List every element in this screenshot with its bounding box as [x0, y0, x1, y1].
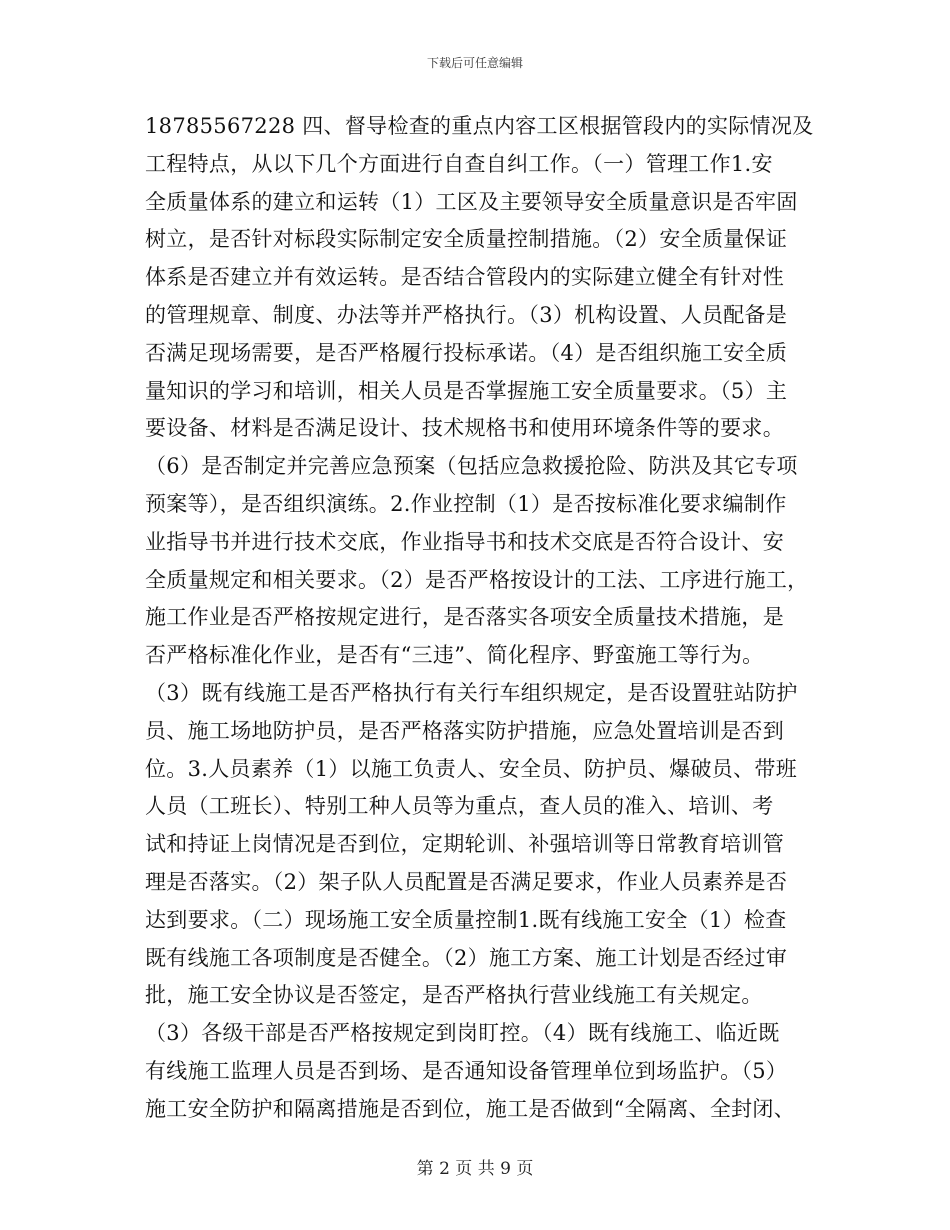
- body-line: 全质量体系的建立和运转（1）工区及主要领导安全质量意识是否牢固: [145, 189, 798, 214]
- body-line: 批，施工安全协议是否签定，是否严格执行营业线施工有关规定。: [145, 983, 763, 1008]
- body-line: 施工安全防护和隔离措施是否到位，施工是否做到“全隔离、全封闭、: [145, 1096, 796, 1121]
- body-line: 业指导书并进行技术交底，作业指导书和技术交底是否符合设计、安: [145, 529, 784, 554]
- body-line: 18785567228 四、督导检查的重点内容工区根据管段内的实际情况及: [145, 114, 814, 138]
- body-line: 试和持证上岗情况是否到位，定期轮训、补强培训等日常教育培训管: [145, 832, 784, 857]
- body-line: 全质量规定和相关要求。（2）是否严格按设计的工法、工序进行施工，: [145, 567, 809, 592]
- body-line: 否严格标准化作业，是否有“三违”、简化程序、野蛮施工等行为。: [145, 643, 764, 668]
- body-line: 量知识的学习和培训，相关人员是否掌握施工安全质量要求。（5）主: [145, 378, 788, 403]
- body-line: 位。3.人员素养（1）以施工负责人、安全员、防护员、爆破员、带班: [145, 756, 797, 781]
- document-body: [145, 108, 815, 1129]
- body-line: 达到要求。（二）现场施工安全质量控制1.既有线施工安全（1）检查: [145, 907, 787, 932]
- body-line: 的管理规章、制度、办法等并严格执行。（3）机构设置、人员配备是: [145, 302, 788, 327]
- body-line: 施工作业是否严格按规定进行，是否落实各项安全质量技术措施，是: [145, 605, 784, 630]
- body-line: 有线施工监理人员是否到场、是否通知设备管理单位到场监护。（5）: [145, 1058, 788, 1083]
- body-line: 预案等），是否组织演练。2.作业控制（1）是否按标准化要求编制作: [145, 491, 787, 516]
- body-line: （3）既有线施工是否严格执行有关行车组织规定，是否设置驻站防护: [145, 680, 798, 705]
- body-line: 工程特点，从以下几个方面进行自查自纠工作。（一）管理工作1.安: [145, 151, 773, 176]
- body-line: 既有线施工各项制度是否健全。（2）施工方案、施工计划是否经过审: [145, 945, 788, 970]
- body-line: 人员（工班长）、特别工种人员等为重点，查人员的准入、培训、考: [145, 794, 774, 819]
- body-line: （6）是否制定并完善应急预案（包括应急救援抢险、防洪及其它专项: [145, 454, 798, 479]
- body-line: （3）各级干部是否严格按规定到岗盯控。（4）既有线施工、临近既: [145, 1021, 780, 1046]
- body-line: 体系是否建立并有效运转。是否结合管段内的实际建立健全有针对性: [145, 265, 784, 290]
- body-line: 树立，是否针对标段实际制定安全质量控制措施。（2）安全质量保证: [145, 227, 788, 252]
- page-number: 第 2 页 共 9 页: [416, 1159, 534, 1179]
- body-line: 否满足现场需要，是否严格履行投标承诺。（4）是否组织施工安全质: [145, 340, 788, 365]
- body-line: 理是否落实。（2）架子队人员配置是否满足要求，作业人员素养是否: [145, 869, 788, 894]
- page-header: 下载后可任意编辑: [426, 56, 523, 70]
- body-line: 要设备、材料是否满足设计、技术规格书和使用环境条件等的要求。: [145, 416, 784, 441]
- body-line: 员、施工场地防护员，是否严格落实防护措施，应急处置培训是否到: [145, 718, 784, 743]
